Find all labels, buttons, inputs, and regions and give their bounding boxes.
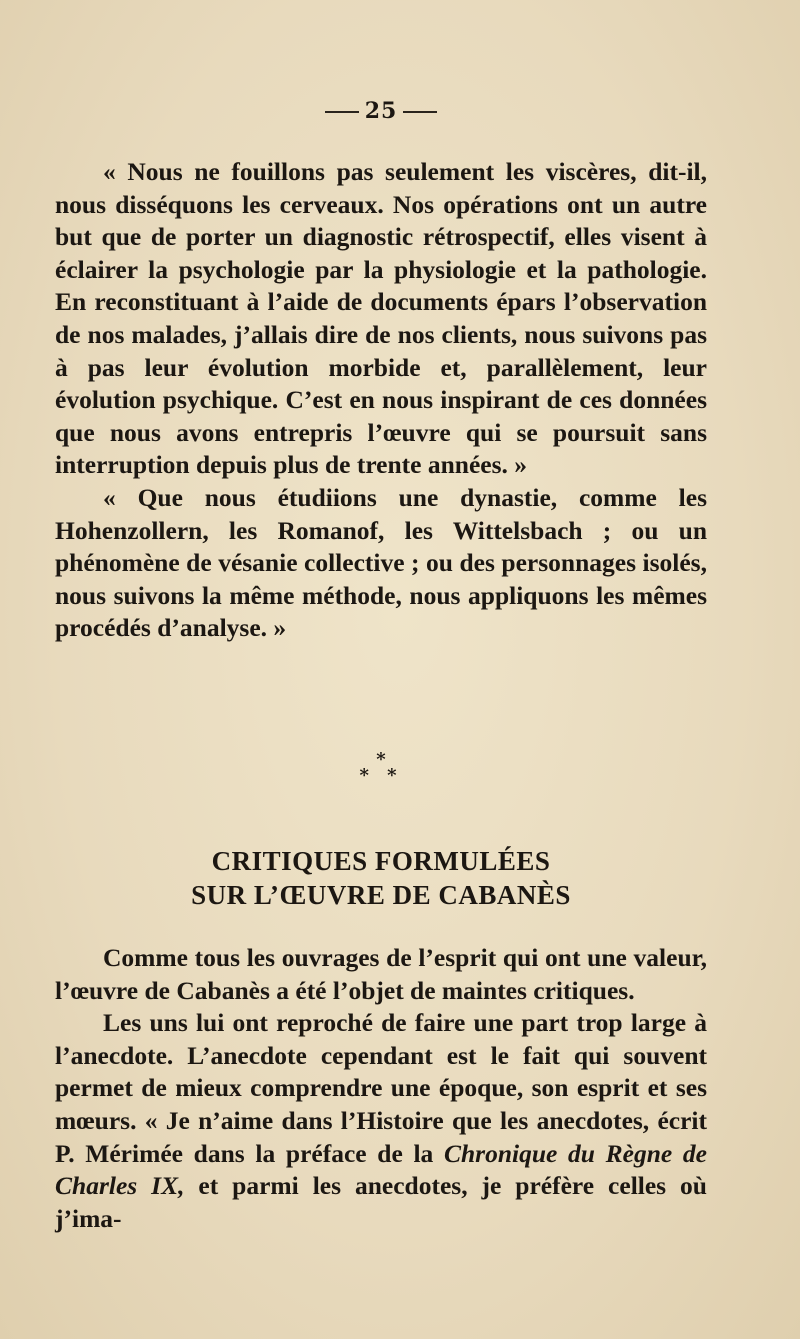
paragraph-anecdote	[55, 1007, 707, 1235]
page-number-header	[55, 98, 707, 124]
heading-line-1: CRITIQUES FORMULÉES	[211, 846, 551, 876]
quoted-passage	[55, 156, 707, 645]
anecdote-text-end: et parmi les anecdotes, je préfère celles où j’ima-	[55, 1171, 707, 1233]
asterism-top-star: *	[376, 749, 386, 770]
asterism-bottom-stars: * *	[359, 765, 403, 786]
left-dash-ornament	[325, 111, 359, 113]
page-number: 25	[364, 98, 398, 124]
anecdote-text-start: Les uns lui ont reproché de faire une part trop large à l’anecdote. L’anecdote cependant est le fait qui souvent permet de mieux comprendre une époque, son esprit et ses mœurs. « Je n’aime dans l’Histoire que les anecdotes, écrit P. Mérimée dans la préface de la	[55, 1008, 707, 1168]
paragraph-quote-2: « Que nous étudiions une dynastie, comme les Hohenzollern, les Romanof, les Wittelsbach ; ou un phénomène de vésanie collective ; ou des personnages isolés, nous suivons la même méthode, nous appliquons les mêmes procédés d’analyse. »	[55, 482, 707, 643]
section-heading	[55, 844, 707, 912]
section-body	[55, 942, 707, 1235]
asterism-divider	[55, 749, 707, 786]
right-dash-ornament	[403, 111, 437, 113]
book-title-italic: Chronique du Règne de Charles IX,	[55, 1138, 707, 1201]
paragraph-quote-1: « Nous ne fouillons pas seulement les viscères, dit-il, nous disséquons les cerveaux. Nos opérations ont un autre but que de porter un diagnostic rétrospectif, elles visent à éclairer la psychologie par la physiologie et la pathologie. En reconstituant à l’aide de documents épars l’observation de nos malades, j’allais dire de nos clients, nous suivons pas à pas leur évolution morbide et, parallèlement, leur évolution psychique. C’est en nous inspirant de ces données que nous avons entrepris l’œuvre qui se poursuit sans interruption depuis plus de trente années. »	[55, 157, 707, 480]
heading-line-2: SUR L’ŒUVRE DE CABANÈS	[191, 880, 571, 910]
book-page	[55, 0, 707, 1339]
paragraph-critiques: Comme tous les ouvrages de l’esprit qui ont une valeur, l’œuvre de Cabanès a été l’objet de maintes critiques.	[55, 943, 707, 1005]
